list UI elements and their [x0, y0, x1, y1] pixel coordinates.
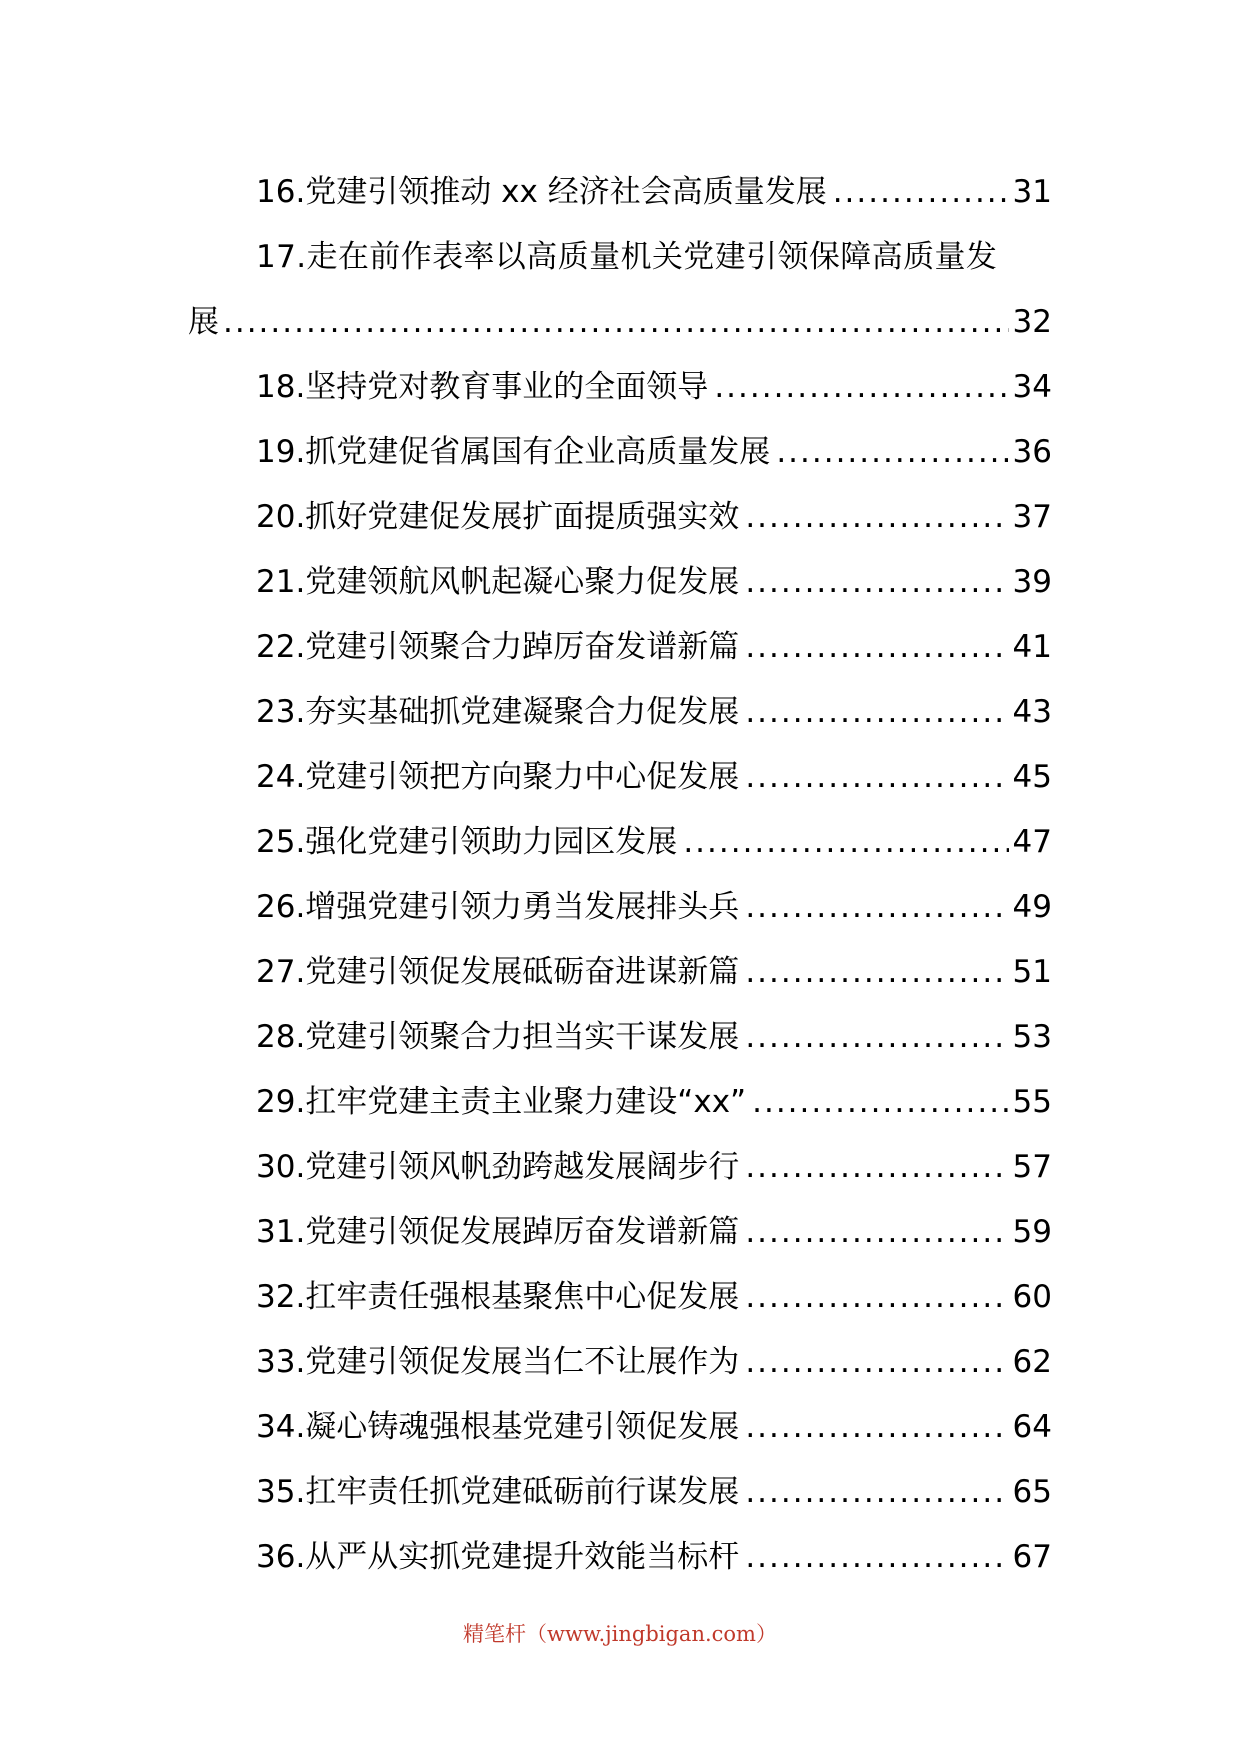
- toc-entry-title-continued: 展: [188, 304, 219, 340]
- toc-dot-leader: [745, 1135, 1008, 1200]
- toc-dot-leader: [745, 1200, 1008, 1265]
- toc-dot-leader: [745, 615, 1008, 680]
- toc-dot-leader: [683, 810, 1008, 875]
- toc-entry-title: 17.走在前作表率以高质量机关党建引领保障高质量发: [256, 239, 998, 275]
- toc-dot-leader: [745, 550, 1008, 615]
- toc-dot-leader: [776, 420, 1008, 485]
- toc-entry[interactable]: [188, 485, 1052, 550]
- toc-page-number: 53: [1012, 1019, 1052, 1055]
- toc-page-number: 59: [1012, 1214, 1052, 1250]
- toc-entry-title: 26.增强党建引领力勇当发展排头兵: [256, 889, 740, 925]
- toc-entry[interactable]: [188, 745, 1052, 810]
- toc-entry-title: 33.党建引领促发展当仁不让展作为: [256, 1344, 740, 1380]
- toc-entry-title: 16.党建引领推动 xx 经济社会高质量发展: [256, 174, 827, 210]
- toc-dot-leader: [745, 1525, 1008, 1590]
- toc-entry-title: 35.扛牢责任抓党建砥砺前行谋发展: [256, 1474, 740, 1510]
- toc-entry-title: 28.党建引领聚合力担当实干谋发展: [256, 1019, 740, 1055]
- toc-page-number: 65: [1012, 1474, 1052, 1510]
- toc-entry[interactable]: [188, 160, 1052, 225]
- toc-page-number: 34: [1012, 369, 1052, 405]
- toc-page-number: 41: [1012, 629, 1052, 665]
- toc-page-number: 37: [1012, 499, 1052, 535]
- toc-entry[interactable]: [188, 355, 1052, 420]
- toc-page-number: 43: [1012, 694, 1052, 730]
- toc-entry[interactable]: [188, 1525, 1052, 1590]
- toc-dot-leader: [745, 745, 1008, 810]
- toc-entry[interactable]: [188, 225, 1052, 355]
- toc-entry-title: 31.党建引领促发展踔厉奋发谱新篇: [256, 1214, 740, 1250]
- toc-page-number: 60: [1012, 1279, 1052, 1315]
- toc-dot-leader: [745, 1460, 1008, 1525]
- toc-entry-title: 20.抓好党建促发展扩面提质强实效: [256, 499, 740, 535]
- toc-dot-leader: [745, 485, 1008, 550]
- toc-dot-leader: [223, 290, 1009, 355]
- toc-dot-leader: [714, 355, 1008, 420]
- toc-page-number: 31: [1012, 174, 1052, 210]
- toc-page-number: 39: [1012, 564, 1052, 600]
- toc-dot-leader: [745, 1005, 1008, 1070]
- toc-page-number: 47: [1012, 824, 1052, 860]
- toc-entry[interactable]: [188, 1135, 1052, 1200]
- toc-entry[interactable]: [188, 1005, 1052, 1070]
- toc-entry[interactable]: [188, 810, 1052, 875]
- toc-entry[interactable]: [188, 875, 1052, 940]
- toc-entry-title: 21.党建领航风帆起凝心聚力促发展: [256, 564, 740, 600]
- toc-entry-title: 23.夯实基础抓党建凝聚合力促发展: [256, 694, 740, 730]
- toc-entry[interactable]: [188, 1070, 1052, 1135]
- website-footer-link[interactable]: 精笔杆（www.jingbigan.com）: [463, 1622, 777, 1646]
- toc-entry[interactable]: [188, 550, 1052, 615]
- toc-entry-title: 36.从严从实抓党建提升效能当标杆: [256, 1539, 740, 1575]
- toc-page-number: 64: [1012, 1409, 1052, 1445]
- toc-dot-leader: [745, 940, 1008, 1005]
- toc-page-number: 32: [1012, 304, 1052, 340]
- toc-entry[interactable]: [188, 1330, 1052, 1395]
- toc-dot-leader: [745, 680, 1008, 745]
- toc-page-number: 45: [1012, 759, 1052, 795]
- toc-entry-title: 32.扛牢责任强根基聚焦中心促发展: [256, 1279, 740, 1315]
- toc-entry-title: 19.抓党建促省属国有企业高质量发展: [256, 434, 771, 470]
- toc-entry[interactable]: [188, 680, 1052, 745]
- toc-entry[interactable]: [188, 615, 1052, 680]
- toc-entry[interactable]: [188, 420, 1052, 485]
- toc-entry[interactable]: [188, 940, 1052, 1005]
- toc-dot-leader: [745, 1395, 1008, 1460]
- toc-page-number: 36: [1012, 434, 1052, 470]
- toc-page-number: 67: [1012, 1539, 1052, 1575]
- toc-dot-leader: [745, 1265, 1008, 1330]
- toc-page-number: 62: [1012, 1344, 1052, 1380]
- toc-entry-title: 18.坚持党对教育事业的全面领导: [256, 369, 709, 405]
- table-of-contents: [188, 160, 1052, 1590]
- toc-page-number: 49: [1012, 889, 1052, 925]
- toc-entry-title: 27.党建引领促发展砥砺奋进谋新篇: [256, 954, 740, 990]
- toc-entry-title: 29.扛牢党建主责主业聚力建设“xx”: [256, 1084, 747, 1120]
- toc-dot-leader: [745, 1330, 1008, 1395]
- toc-entry-title: 30.党建引领风帆劲跨越发展阔步行: [256, 1149, 740, 1185]
- toc-entry[interactable]: [188, 1265, 1052, 1330]
- toc-dot-leader: [833, 160, 1009, 225]
- toc-dot-leader: [752, 1070, 1008, 1135]
- toc-page-number: 57: [1012, 1149, 1052, 1185]
- toc-dot-leader: [745, 875, 1008, 940]
- toc-entry[interactable]: [188, 1200, 1052, 1265]
- toc-page-number: 51: [1012, 954, 1052, 990]
- toc-entry-title: 25.强化党建引领助力园区发展: [256, 824, 678, 860]
- toc-entry-title: 34.凝心铸魂强根基党建引领促发展: [256, 1409, 740, 1445]
- toc-entry[interactable]: [188, 1460, 1052, 1525]
- toc-entry[interactable]: [188, 1395, 1052, 1460]
- toc-page-number: 55: [1012, 1084, 1052, 1120]
- toc-entry-title: 22.党建引领聚合力踔厉奋发谱新篇: [256, 629, 740, 665]
- toc-entry-title: 24.党建引领把方向聚力中心促发展: [256, 759, 740, 795]
